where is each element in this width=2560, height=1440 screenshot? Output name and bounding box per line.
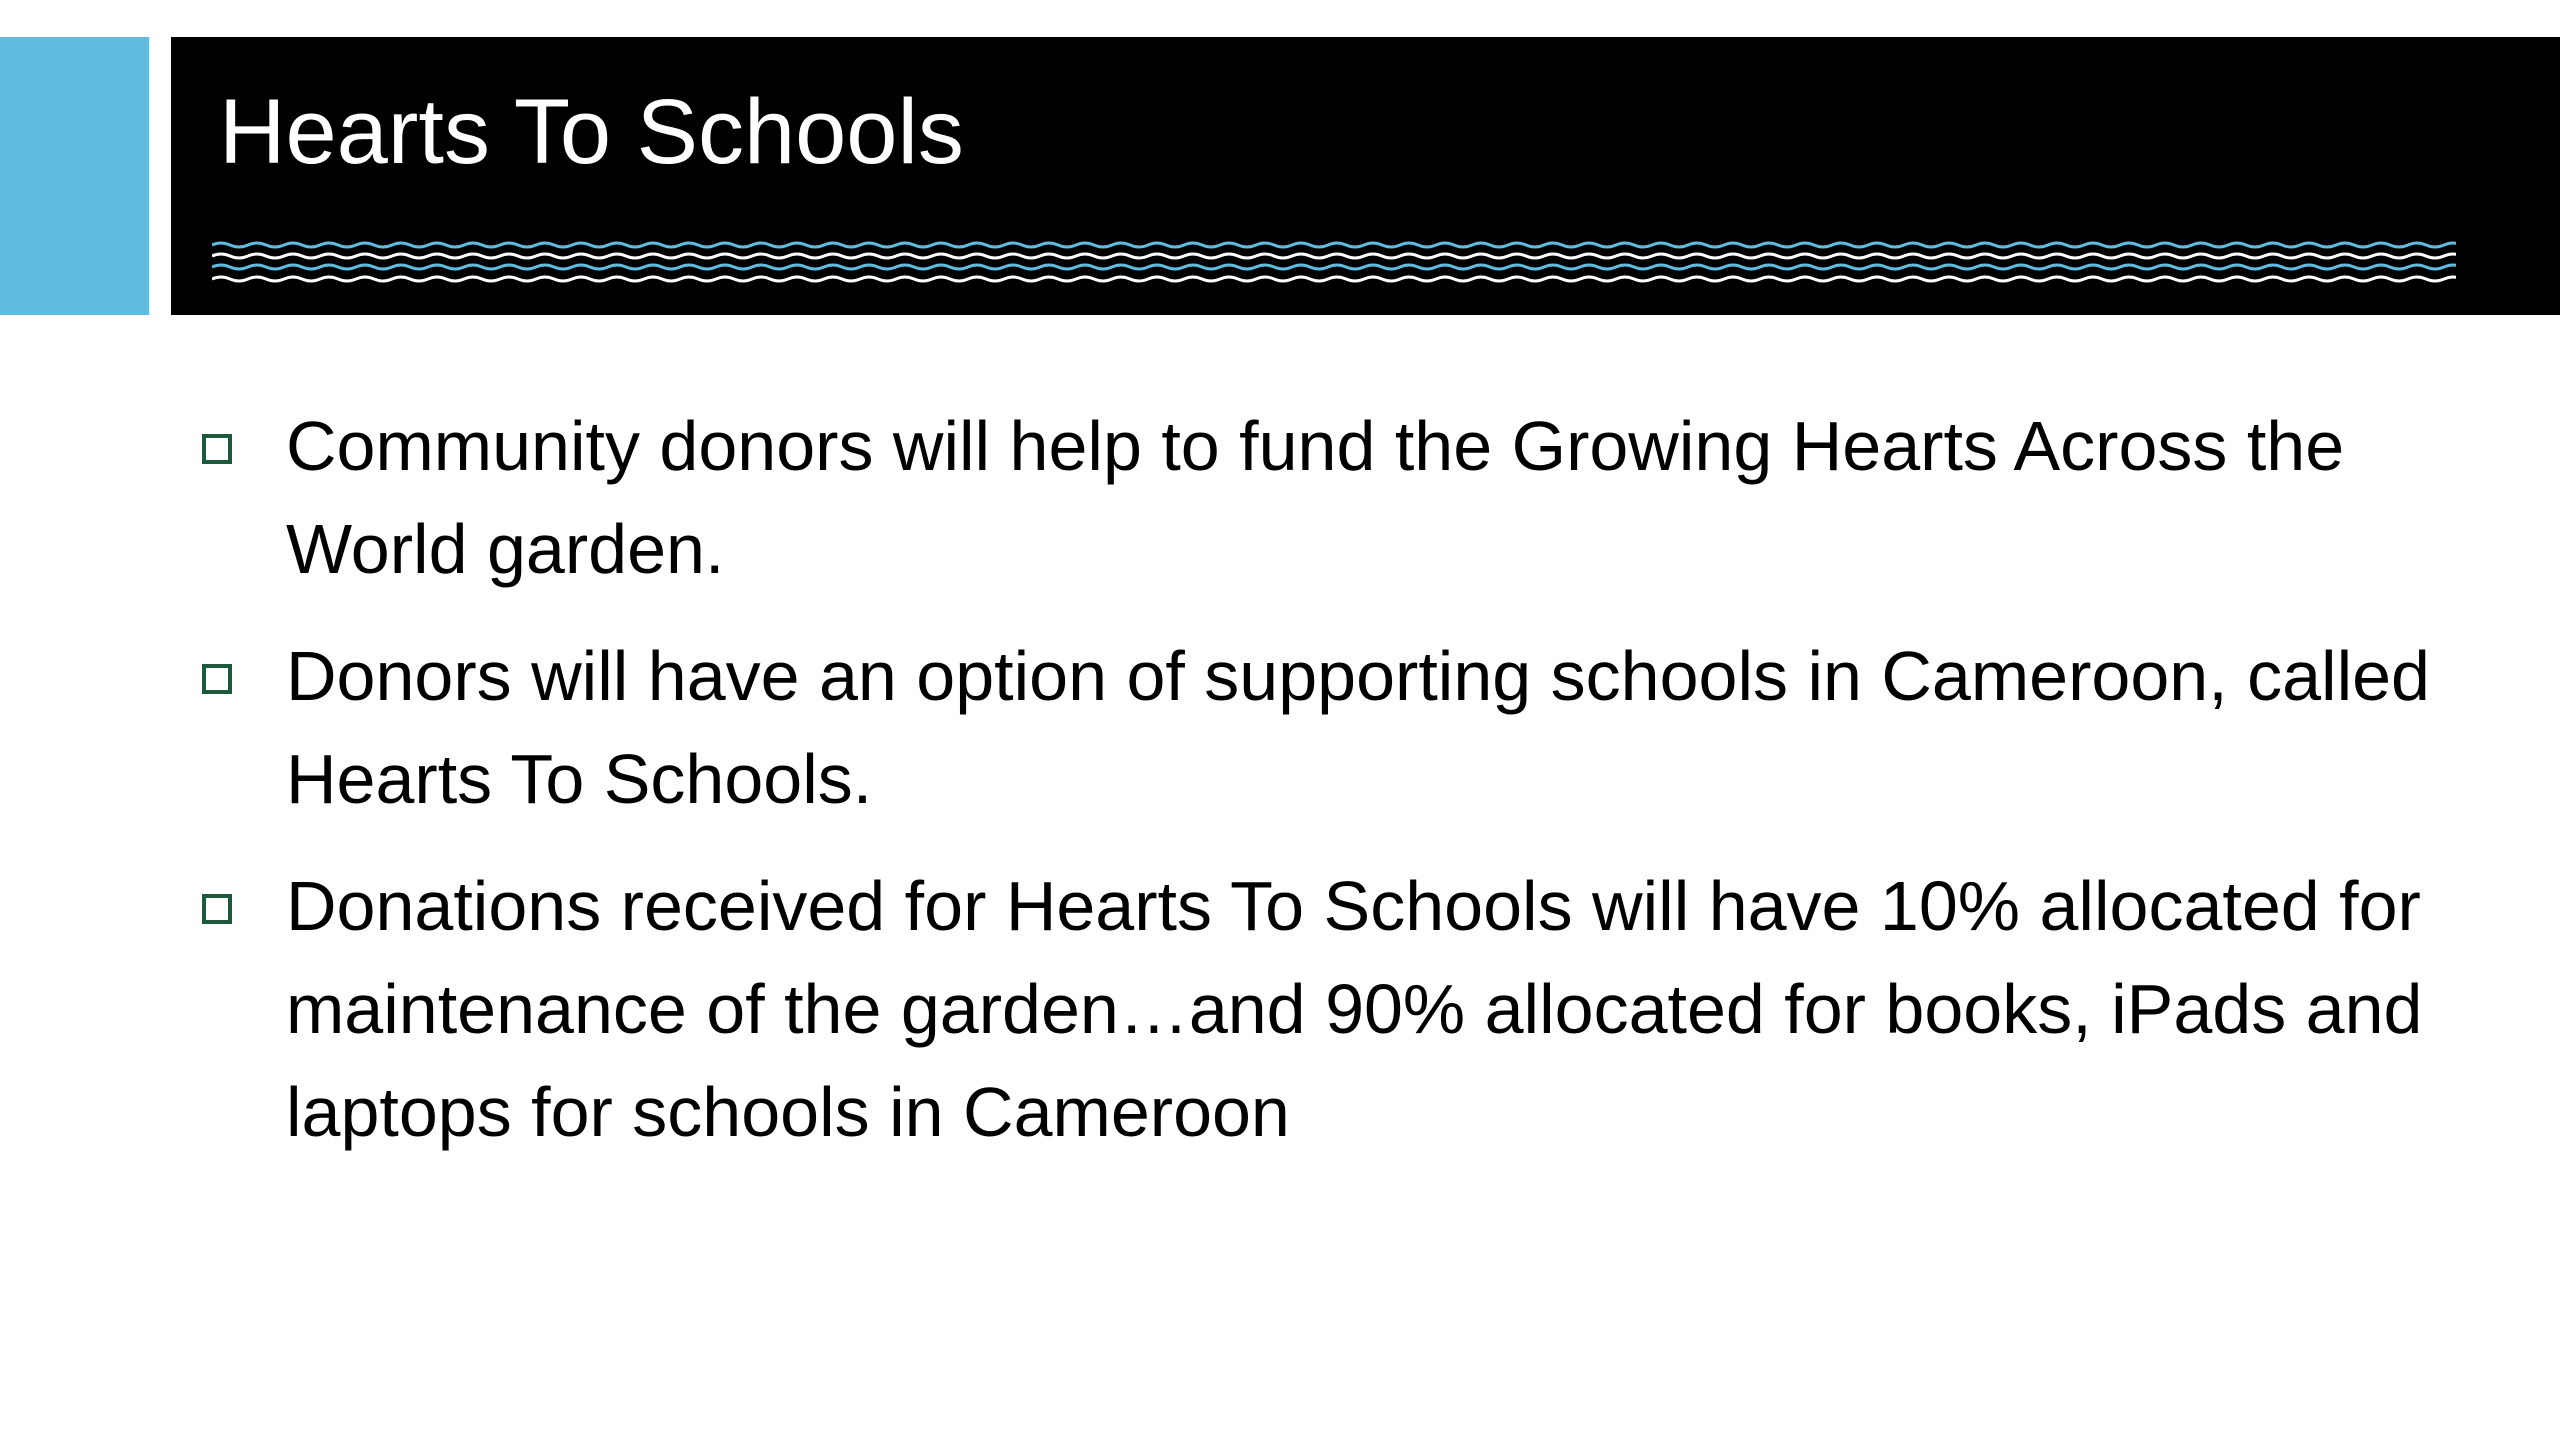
square-bullet-icon — [202, 434, 232, 464]
square-bullet-icon — [202, 664, 232, 694]
bullet-text: Donors will have an option of supporting schools in Cameroon, called Hearts To Schools. — [286, 637, 2430, 818]
slide-title: Hearts To Schools — [219, 81, 964, 183]
list-item — [190, 395, 2440, 601]
accent-block — [0, 37, 149, 315]
bullet-text: Community donors will help to fund the Growing Hearts Across the World garden. — [286, 407, 2345, 588]
bullet-list — [190, 395, 2440, 1188]
wave-decoration — [212, 237, 2456, 289]
list-item — [190, 625, 2440, 831]
square-bullet-icon — [202, 894, 232, 924]
title-bar — [171, 37, 2560, 315]
bullet-text: Donations received for Hearts To Schools will have 10% allocated for maintenance of the garden…and 90% allocated for books, iPads and laptops for schools in Cameroon — [286, 867, 2423, 1151]
list-item — [190, 855, 2440, 1164]
